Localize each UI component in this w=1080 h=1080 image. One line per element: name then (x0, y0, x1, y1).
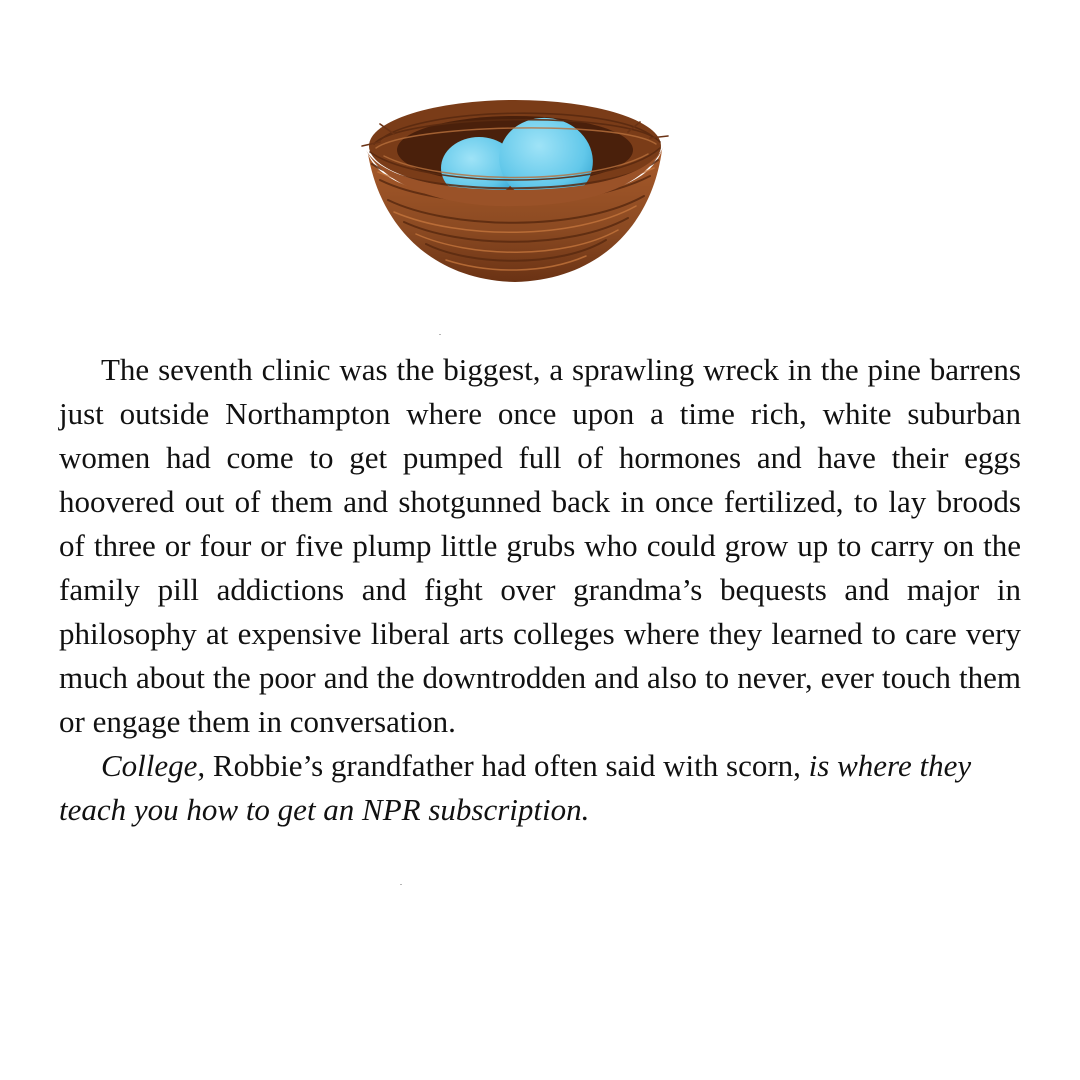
body-text (59, 348, 1021, 832)
italic-quote: is where they teach you how to get an NPR subscription. (59, 748, 972, 827)
paragraph-second-middle: Robbie’s grandfather had often said with scorn, (205, 748, 809, 783)
nest-illustration (360, 84, 670, 294)
nest-with-eggs-icon (360, 84, 670, 294)
italic-college: College, (101, 748, 206, 783)
scan-speck (439, 334, 441, 335)
paragraph-second (59, 744, 1021, 832)
paragraph-first: The seventh clinic was the biggest, a sprawling wreck in the pine barrens just outside Northampton where once upon a time rich, white suburban women had come to get pumped full of hormones and have their eggs hoovered out of them and shotgunned back in once fertilized, to lay broods of three or four or five plump little grubs who could grow up to carry on the family pill addictions and fight over grandma’s bequests and major in philosophy at expensive liberal arts colleges where they learned to care very much about the poor and the downtrodden and also to never, ever touch them or engage them in conversation. (59, 352, 1021, 739)
scan-speck (400, 884, 402, 885)
